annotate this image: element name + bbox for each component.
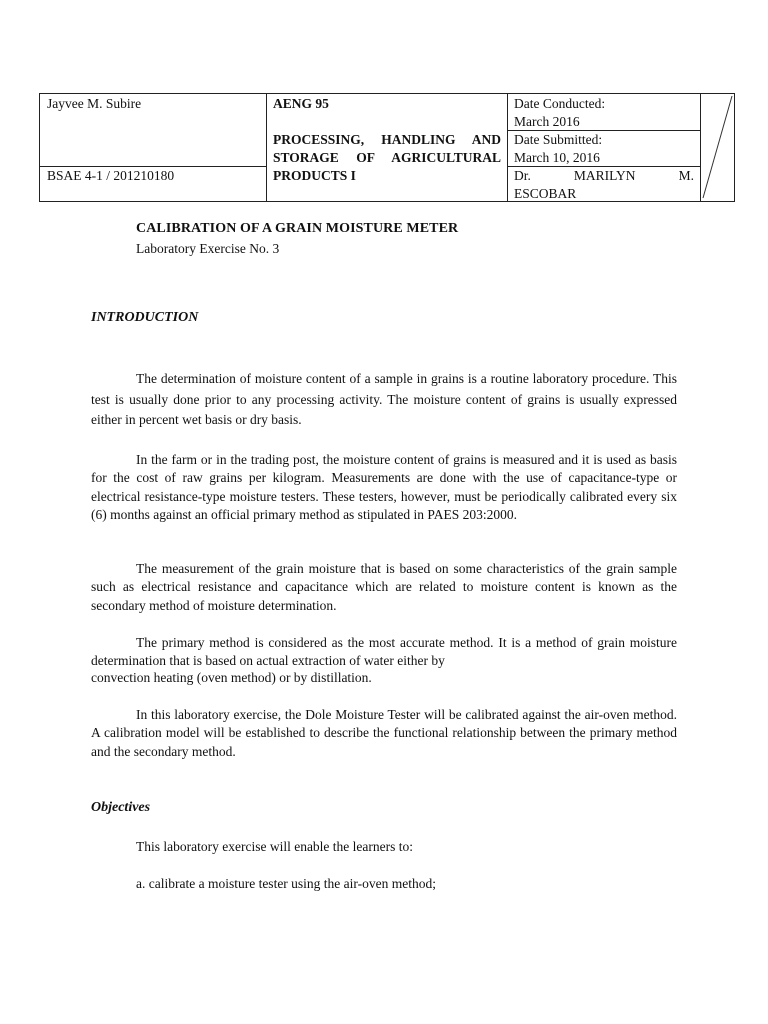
signature-slash-icon bbox=[700, 94, 735, 201]
intro-paragraph: The measurement of the grain moisture that is based on some characteristics of the grain sample such as electrical resistance and capacitance which are related to moisture content is known as the secondary method of moisture determination. bbox=[91, 561, 677, 613]
instructor-first: MARILYN bbox=[573, 168, 636, 183]
student-name: Jayvee M. Subire bbox=[47, 96, 142, 111]
instructor-prefix: Dr. bbox=[514, 168, 531, 183]
date-submitted-label: Date Submitted: bbox=[514, 132, 603, 147]
date-conducted-value: March 2016 bbox=[514, 114, 580, 129]
divider bbox=[266, 94, 267, 202]
divider bbox=[700, 94, 701, 202]
intro-paragraph-continuation: convection heating (oven method) or by distillation. bbox=[91, 670, 372, 685]
date-submitted-value: March 10, 2016 bbox=[514, 150, 600, 165]
divider bbox=[40, 166, 266, 167]
course-title: PROCESSING, HANDLING AND STORAGE OF AGRICULTURAL PRODUCTS I bbox=[273, 132, 501, 183]
objectives-heading: Objectives bbox=[91, 800, 151, 815]
document-subtitle: Laboratory Exercise No. 3 bbox=[136, 241, 280, 256]
divider bbox=[507, 94, 508, 202]
intro-paragraph: In this laboratory exercise, the Dole Moisture Tester will be calibrated against the air-oven method. A calibration model will be established to describe the functional relationship between the primary method and the secondary method. bbox=[91, 707, 677, 759]
date-conducted-cell bbox=[507, 94, 700, 130]
document-title: CALIBRATION OF A GRAIN MOISTURE METER bbox=[136, 221, 459, 236]
divider bbox=[507, 130, 700, 131]
intro-paragraph: In the farm or in the trading post, the moisture content of grains is measured and it is used as basis for the cost of raw grains per kilogram. Measurements are done with the use of capacitance-type or electrical resistance-type moisture testers. These testers, however, must be periodically calibrated every six (6) months against an official primary method as stipulated in PAES 203:2000. bbox=[91, 452, 677, 523]
instructor-initial: M. bbox=[678, 168, 694, 183]
section-id: BSAE 4-1 / 201210180 bbox=[47, 168, 175, 183]
intro-paragraph: The determination of moisture content of a sample in grains is a routine laboratory procedure. This test is usually done prior to any processing activity. The moisture content of grains is usually expressed either in percent wet basis or dry basis. bbox=[91, 371, 677, 427]
instructor-last: ESCOBAR bbox=[514, 186, 577, 201]
objective-item: a. calibrate a moisture tester using the air-oven method; bbox=[136, 876, 436, 891]
date-conducted-label: Date Conducted: bbox=[514, 96, 606, 111]
divider bbox=[507, 166, 700, 167]
objectives-lead: This laboratory exercise will enable the learners to: bbox=[136, 839, 414, 854]
header-table bbox=[39, 93, 735, 202]
intro-paragraph: The primary method is considered as the most accurate method. It is a method of grain moisture determination that is based on actual extraction of water either by bbox=[91, 635, 677, 669]
introduction-heading: INTRODUCTION bbox=[91, 310, 199, 325]
date-submitted-cell bbox=[507, 130, 700, 166]
course-cell bbox=[266, 94, 507, 202]
signature-cell bbox=[700, 94, 735, 202]
course-code: AENG 95 bbox=[273, 96, 329, 111]
instructor-cell bbox=[507, 166, 700, 202]
